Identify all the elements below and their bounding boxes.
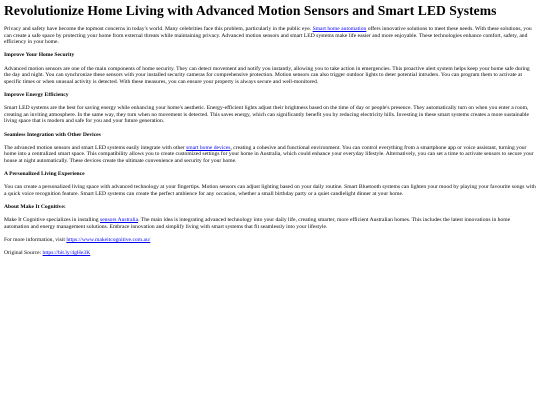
more-info-text: For more information, visit bbox=[4, 237, 67, 243]
source-text: Original Source: bbox=[4, 250, 43, 257]
integration-text-before: The advanced motion sensors and smart LED systems easily integrate with other bbox=[4, 144, 187, 151]
efficiency-paragraph: Smart LED systems are the best for saving energy while enhancing your home's aesthetic. Energy-efficient lights adjust their brightness based on the time of day or people's presence. They automatically turn on when you enter a room, creating an inviting atmosphere. In the same way, they turn when no movement is detected. This saves energy, which can significantly benefit you by reducing electricity bills. Investing in these smart systems creates a more sustainable living space that is modern and safe for you and your future generation. bbox=[4, 105, 530, 125]
original-source-link[interactable]: https://bit.ly/4gHe3K bbox=[42, 250, 91, 257]
integration-paragraph bbox=[4, 145, 536, 165]
about-paragraph bbox=[4, 217, 536, 230]
integration-text-after: , creating a cohesive and functional environment. You can control everything from a smartphone app or voice assistant, turning your home into a centralized smart space. This compatibility allows you to create customized settings for your home in Australia, which could enhance your everyday lifestyle. Alternatively, you can set a time to activate sensors to secure your house at night automatically. These devices create the ultimate convenience and security for your home. bbox=[4, 144, 534, 164]
smart-home-automation-link[interactable]: Smart home automation bbox=[312, 26, 367, 32]
intro-text-before: Privacy and safety have become the topmost concerns in today's world. Many celebrities face this problem, particularly in the public eye. bbox=[4, 26, 313, 32]
intro-text-after: offers innovative solutions to meet these needs. With these solutions, you can create a safe space by protecting your home from external threats while maintaining privacy. Advanced motion sensors and smart LED systems make life easier and more enjoyable. These technologies enhance comfort, safety, and efficiency in your home. bbox=[4, 26, 532, 46]
efficiency-heading: Improve Energy Efficiency bbox=[4, 91, 69, 98]
smart-home-devices-link[interactable]: smart home devices bbox=[186, 144, 231, 151]
intro-paragraph bbox=[4, 26, 536, 46]
about-text-after: . The main idea is integrating advanced technology into your daily life, creating smarter, more efficient Australian homes. This includes the latest innovations in home automation and energy management solutions. Embrace innovation and simplify living with smart systems that fit seamlessly into your lifestyle. bbox=[4, 217, 511, 230]
personalized-heading: A Personalized Living Experience bbox=[4, 171, 85, 178]
security-heading: Improve Your Home Security bbox=[4, 52, 75, 59]
page-title: Revolutionize Home Living with Advanced Motion Sensors and Smart LED Systems bbox=[4, 3, 497, 18]
source-paragraph bbox=[4, 250, 536, 257]
personalized-paragraph: You can create a personalized living space with advanced technology at your fingertips. Motion sensors can adjust lighting based on your daily routine. Smart Bluetooth systems can lighten your mood by playing your favourite songs with a quick voice recognition feature. Smart LED systems can create the perfect ambience for any occasion, whether a small birthday party or a quiet candlelight dinner at your home. bbox=[4, 184, 536, 197]
website-link[interactable]: https://www.makeitcognitive.com.au/ bbox=[66, 237, 151, 243]
sensors-australia-link[interactable]: sensors Australia bbox=[100, 217, 139, 224]
security-paragraph: Advanced motion sensors are one of the main components of home security. They can detect movement and notify you instantly, allowing you to take action in emergencies. This proactive alert system helps keep your home safe during the day and night. You can synchronize these sensors with your installed security cameras for comprehensive protection. Motion sensors can also trigger outdoor lights to deter potential intruders. You can program them to activate at specific times or when unusual activity is detected. With these measures, you can ensure your property is always secure and well-monitored. bbox=[4, 65, 530, 85]
integration-heading: Seamless Integration with Other Devices bbox=[4, 131, 101, 138]
about-heading: About Make It Cognitive: bbox=[4, 204, 66, 211]
more-info-paragraph bbox=[4, 237, 536, 244]
about-text-before: Make It Cognitive specializes in installing bbox=[4, 217, 101, 224]
